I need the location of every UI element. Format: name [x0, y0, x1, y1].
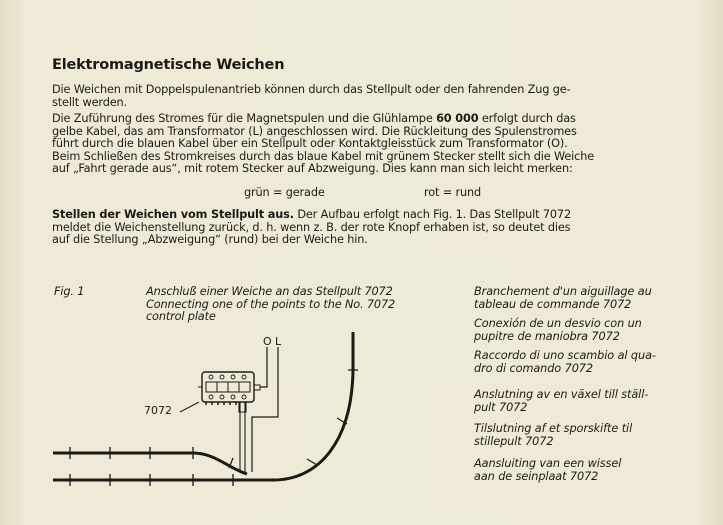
text-line: Conexión de un desvio con un: [474, 317, 642, 330]
caption-en: Connecting one of the points to the No. 7072: [146, 297, 396, 311]
text-line: Der Aufbau erfolgt nach Fig. 1. Das Stellpult 7072: [293, 208, 571, 221]
wire-o-label: O: [263, 335, 272, 348]
cables-blue: [239, 402, 246, 472]
wire-l: [252, 347, 278, 472]
text-line: dro di comando 7072: [474, 361, 593, 375]
bold-lead: Stellen der Weichen vom Stellpult aus.: [52, 208, 294, 221]
text-line: Die Zuführung des Stromes für die Magnetspulen und die Glühlampe: [52, 112, 437, 125]
text-line: auf „Fahrt gerade aus“, mit rotem Stecker auf Abzweigung. Dies kann man sich leicht merken:: [52, 162, 573, 176]
leader-line: [180, 402, 199, 412]
text-line: pult 7072: [474, 400, 528, 414]
text-line: stellt werden.: [52, 95, 127, 109]
text-line: Raccordo di uno scambio al qua-: [474, 349, 656, 362]
text-line: erfolgt durch das: [478, 112, 576, 125]
text-line: gelbe Kabel, das am Transformator (L) angeschlossen wird. Die Rückleitung des Spulenstromes: [52, 124, 577, 138]
track-straight: [53, 332, 353, 480]
caption-de: Anschluß einer Weiche an das Stellpult 7072: [146, 285, 393, 298]
text-line: Die Weichen mit Doppelspulenantrieb können durch das Stellpult oder den fahrenden Zug ge-: [52, 83, 571, 96]
text-line: Beim Schließen des Stromkreises durch das blaue Kabel mit grünem Stecker stellt sich die Weiche: [52, 149, 595, 163]
lamp-number: 60 000: [436, 112, 479, 125]
text-line: Aansluiting van een wissel: [474, 457, 622, 470]
text-line: Tilslutning af et sporskifte til: [474, 422, 633, 435]
figure-label: Fig. 1: [54, 285, 85, 298]
device-label: 7072: [144, 404, 172, 417]
text-line: meldet die Weichenstellung zurück, d. h. wenn z. B. der rote Knopf erhaben ist, so deutet dies: [52, 220, 571, 234]
text-line: stillepult 7072: [474, 434, 554, 448]
text-line: aan de seinplaat 7072: [474, 469, 599, 483]
text-line: pupitre de maniobra 7072: [474, 329, 620, 343]
text-line: Branchement d'un aiguillage au: [474, 285, 652, 298]
section-title: Elektromagnetische Weichen: [52, 57, 285, 73]
mnemonic-red: rot = rund: [424, 186, 482, 199]
text-line: führt durch die blauen Kabel über ein Stellpult oder Kontaktgleisstück zum Transformator (O).: [52, 137, 568, 151]
text-line: Anslutning av en växel till ställ-: [474, 388, 649, 401]
mnemonic-green: grün = gerade: [244, 186, 325, 199]
wire-l-label: L: [275, 335, 282, 348]
caption-en: control plate: [146, 310, 216, 324]
text-line: auf die Stellung „Abzweigung“ (rund) bei der Weiche hin.: [52, 233, 368, 247]
text-line: tableau de commande 7072: [474, 297, 632, 311]
wire-o: [260, 347, 267, 387]
